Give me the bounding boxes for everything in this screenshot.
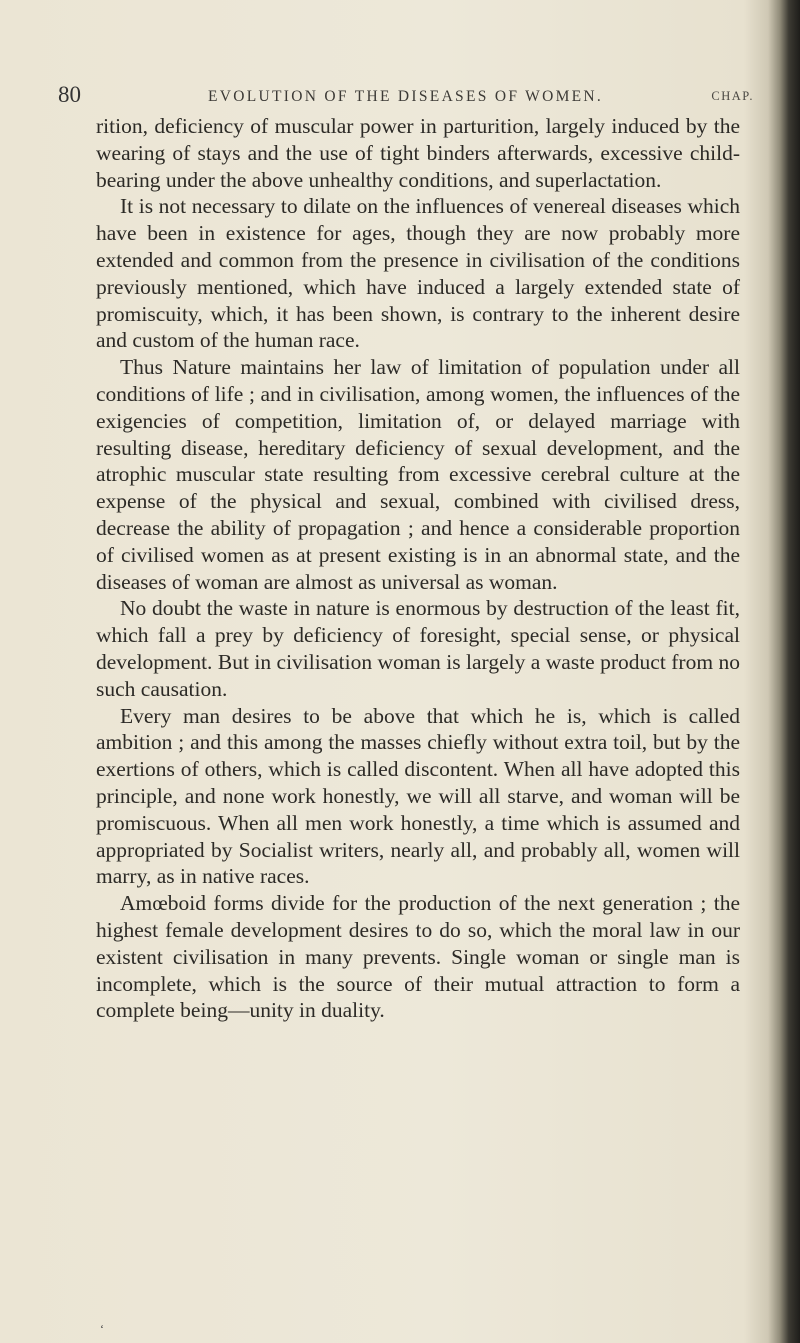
paragraph: Thus Nature maintains her law of limitation of population under all conditions of life ; and in civilisation, among women, the influences of the exigencies of competition, limitation of, or delayed marriage with resulting disease, hereditary deficiency of sexual development, and the atrophic muscular state resulting from excessive cerebral culture at the expense of the physical and sexual, combined with civilised dress, decrease the ability of propagation ; and hence a considerable proportion of civilised women as at present existing is in an abnormal state, and the diseases of woman are almost as universal as woman. [96, 355, 740, 594]
chapter-abbrev: CHAP. [711, 89, 754, 103]
body-text [96, 113, 740, 1024]
running-head: EVOLUTION OF THE DISEASES OF WOMEN. [208, 88, 604, 105]
stray-print-mark: ‘ [100, 1322, 104, 1336]
paragraph: It is not necessary to dilate on the influences of venereal diseases which have been in existence for ages, though they are now probably more extended and common from the presence in civilisation of the conditions previously mentioned, which have induced a largely extended state of promiscuity, which, it has been shown, is contrary to the inherent desire and custom of the human race. [96, 194, 740, 353]
paragraph: Every man desires to be above that which he is, which is called ambition ; and this among the masses chiefly without extra toil, but by the exertions of others, which is called discontent. When all have adopted this principle, and none work honestly, we will all starve, and woman will be promiscuous. When all men work honestly, a time which is assumed and appropriated by Socialist writers, nearly all, and probably all, women will marry, as in native races. [96, 703, 740, 889]
paragraph: rition, deficiency of muscular power in parturition, largely induced by the wearing of stays and the use of tight binders afterwards, excessive child-bearing under the above unhealthy conditions, and superlactation. [96, 114, 740, 192]
paragraph: Amœboid forms divide for the production of the next generation ; the highest female development desires to do so, which the moral law in our existent civilisation in many prevents. Single woman or single man is incomplete, which is the source of their mutual attraction to form a complete being—unity in duality. [96, 891, 740, 1023]
page-header [58, 82, 754, 112]
paragraph: No doubt the waste in nature is enormous by destruction of the least fit, which fall a prey by deficiency of foresight, special sense, or physical development. But in civilisation woman is largely a waste product from no such causation. [96, 596, 740, 701]
page-number: 80 [58, 82, 81, 107]
